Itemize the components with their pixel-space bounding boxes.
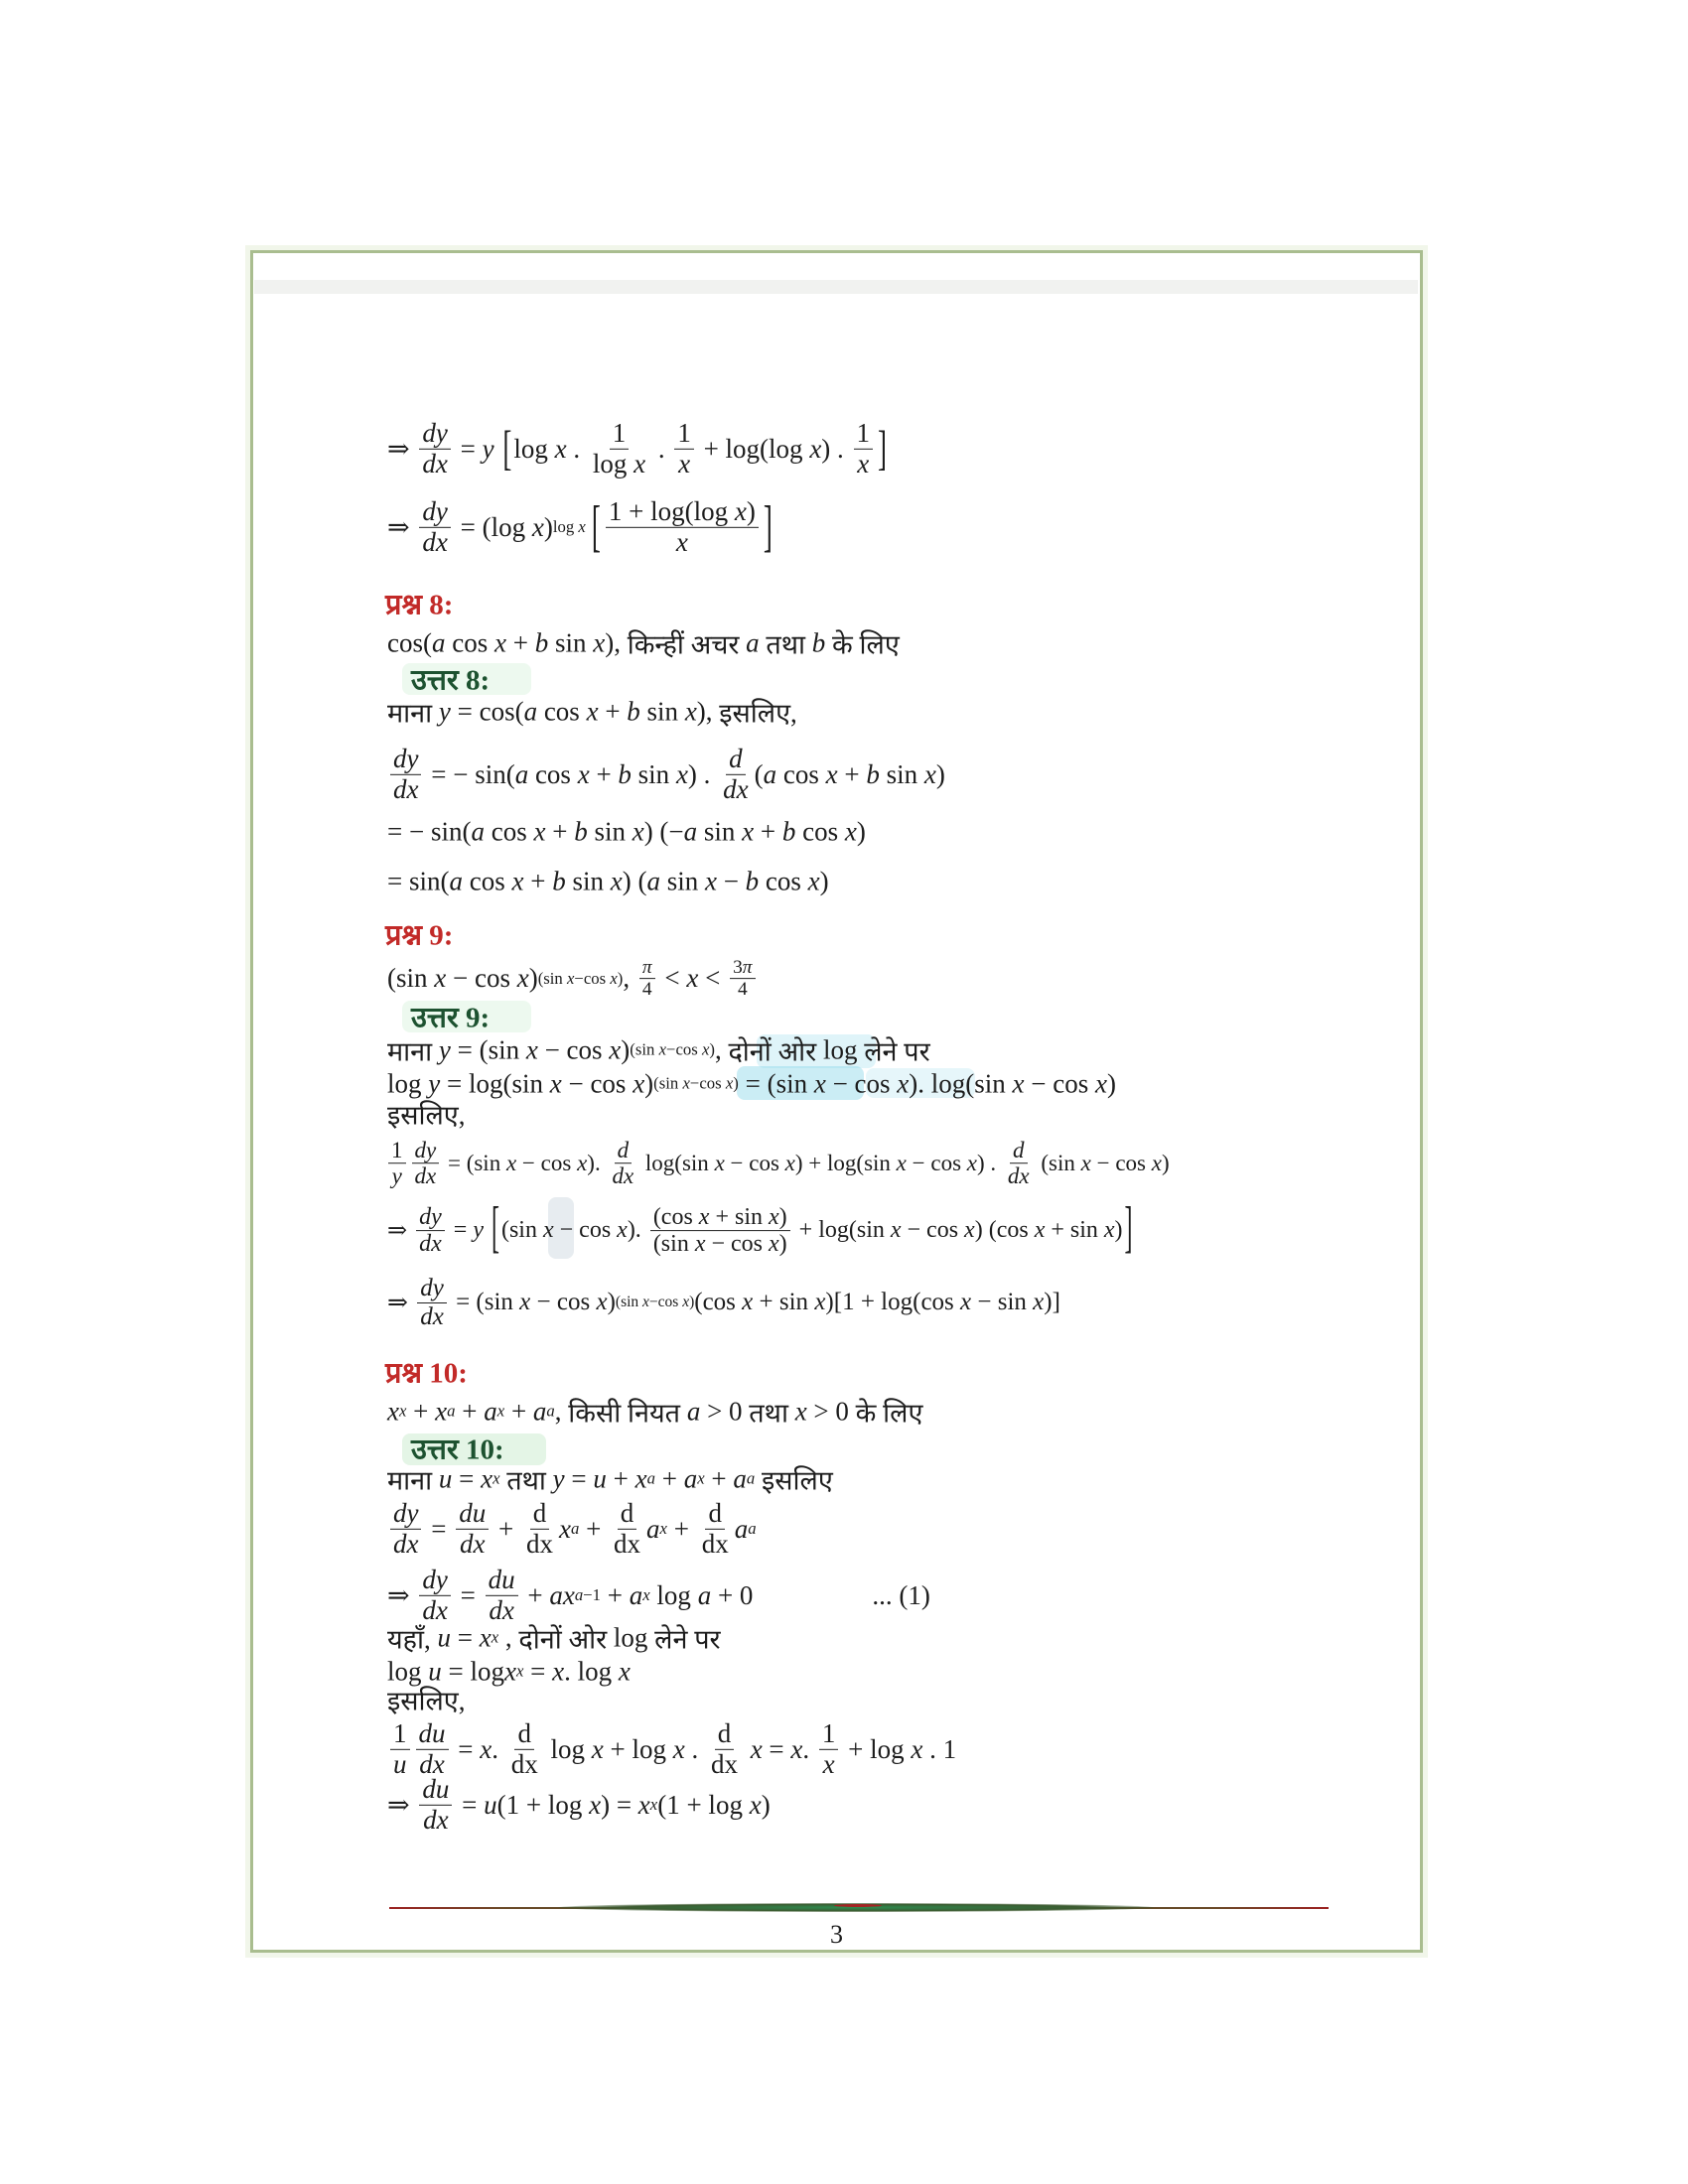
question-9-statement: (sin x − cos x ) (sin x−cos x) , $\frac{\pi}{4}$ < x < $\frac{3\pi}{4}$ — [387, 957, 759, 1001]
answer-9-line-3: इसलिए, — [387, 1100, 466, 1131]
question-10-heading: प्रश्न 10: — [385, 1357, 468, 1390]
answer-9-line-1: माना y = (sin x − cos x ) (sin x−cos x) , दोनों ओर log लेने पर — [387, 1034, 930, 1067]
answer-8-equation-3: = sin( a cos x + b sin x ) ( a sin x − b cos x ) — [387, 866, 829, 896]
answer-8-line-1: माना y = cos( a cos x + b sin x ), इसलिए, — [387, 696, 797, 729]
scan-shading-band — [254, 280, 1418, 294]
question-8-statement: cos( a cos x + b sin x ), किन्हीं अचर a तथा b के लिए — [387, 627, 900, 660]
answer-10-line-4: इसलिए, — [387, 1686, 466, 1716]
answer-10-equation-3: $\frac{1}{u}$ $\frac{du}{dx}$ = x . $\frac{d}{dx}$ log x + log x . $\frac{d}{dx}$ x = x . $\frac{1}{x}$ + log x . 1 — [387, 1719, 956, 1779]
answer-10-equation-1: $\frac{dy}{dx}$ = $\frac{du}{dx}$ + $\frac{d}{dx}$ x a + $\frac{d}{dx}$ a x + $\frac{d}{dx}$ a a — [387, 1499, 757, 1559]
answer-10-line-3: log u = log x x = x . log x — [387, 1656, 631, 1687]
answer-9-equation-1: $\frac{1}{y}$ $\frac{dy}{dx}$ = (sin x − cos x ). $\frac{d}{dx}$ log(sin x − cos x ) + log(sin x − cos x ) . $\frac{d}{dx}$ (sin x − cos x ) — [385, 1138, 1170, 1189]
answer-9-line-2: log y = log(sin x − cos x ) (sin x−cos x) = (sin x − cos x ). log(sin x − cos x ) — [387, 1068, 1116, 1099]
answer-8-equation-2: = − sin( a cos x + b sin x ) (− a sin x + b cos x ) — [387, 816, 866, 847]
answer-10-equation-2: ⇒ $\frac{dy}{dx}$ = $\frac{du}{dx}$ + ax a−1 + a x log a + 0 ... (1) — [387, 1564, 930, 1625]
question-10-statement: x x + x a + a x + a a , किसी नियत a > 0 तथा x > 0 के लिए — [387, 1396, 923, 1429]
answer-8-heading: उत्तर 8: — [411, 664, 491, 697]
question-8-heading: प्रश्न 8: — [385, 589, 454, 621]
question-9-heading: प्रश्न 9: — [385, 919, 454, 952]
answer-9-heading: उत्तर 9: — [411, 1002, 491, 1034]
answer-10-equation-4: ⇒ $\frac{du}{dx}$ = u (1 + log x ) = x x (1 + log x ) — [387, 1773, 771, 1835]
answer-9-equation-3: ⇒ $\frac{dy}{dx}$ = (sin x − cos x ) (sin x−cos x) (cos x + sin x )[1 + log(cos x − sin x )] — [387, 1275, 1060, 1330]
answer-8-equation-1: $\frac{dy}{dx}$ = − sin( a cos x + b sin x ) . $\frac{d}{dx}$ ( a cos x + b sin x ) — [387, 745, 945, 804]
page-number: 3 — [830, 1920, 843, 1949]
divider-center-bump — [834, 1904, 882, 1907]
equation-top-2: ⇒ $\frac{dy}{dx}$ = (log x ) log x [ $\frac{\text{1 + log(log x)}}{x}$ ] — [387, 494, 773, 558]
equation-top-1: ⇒ $\frac{dy}{dx}$ = y [ log x . $\frac{1}{\text{log x}}$ . $\frac{1}{x}$ + log(log x ) . $\frac{1}{x}$ ] — [387, 417, 888, 478]
answer-9-equation-2: ⇒ $\frac{dy}{dx}$ = y [ (sin x − cos x ). $\frac{\text{(cos x + sin x)}}{\text{(sin x − cos x)}}$ + log(sin x − cos x ) (cos x + sin x ) ] — [387, 1198, 1133, 1261]
answer-10-line-1: माना u = x x तथा y = u + x a + a x + a a इसलिए — [387, 1463, 833, 1496]
footer-divider-ornament — [389, 1902, 1329, 1914]
answer-10-line-2: यहाँ, u = x x , दोनों ओर log लेने पर — [387, 1622, 721, 1655]
answer-10-heading: उत्तर 10: — [411, 1433, 504, 1466]
